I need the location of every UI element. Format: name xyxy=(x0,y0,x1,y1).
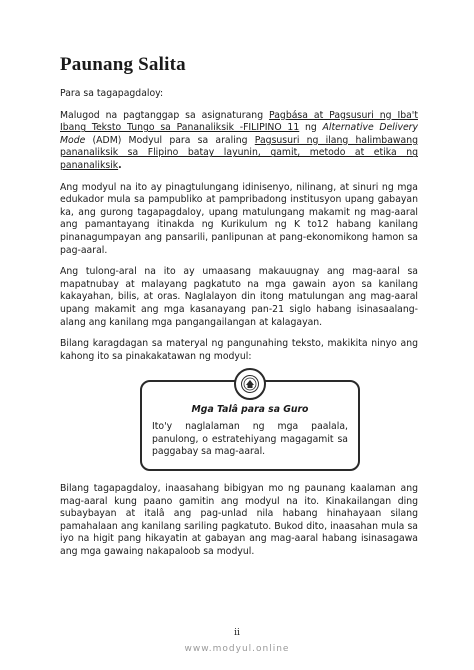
welcome-text-b: ng xyxy=(299,122,323,134)
paragraph-box-intro: Bilang karagdagan sa materyal ng pangunahing teksto, makikita ninyo ang kahong ito sa pinakakatawan ng modyul: xyxy=(60,338,418,362)
paragraph-welcome xyxy=(60,110,418,173)
lesson-title: Pagsusuri ng ilang halimbawang pananaliksik sa Flipino batay layunin, gamit, metodo at etika ng pananaliksik xyxy=(60,134,419,171)
page-title: Paunang Salita xyxy=(60,54,186,75)
paragraph-purpose: Ang tulong-aral na ito ay umaasang makauugnay ang mag-aaral sa mapatnubay at malayang pagkatuto na mga gawain ayon sa kanilang kakayahan, bilis, at oras. Naglalayon din itong matulungan ang mag-aaral upang makamit ang mga kasanayang pan-21 siglo habang isinasaalang-alang ang kanilang mga pangangailangan at kalagayan. xyxy=(60,266,418,328)
note-box-body: Ito'y naglalaman ng mga paalala, panulong, o estratehiyang magagamit sa paggabay sa mag-aaral. xyxy=(152,421,348,458)
watermark: www.modyul.online xyxy=(184,644,290,654)
salutation: Para sa tagapagdaloy: xyxy=(60,88,164,99)
welcome-text-a: Malugod na pagtanggap sa asignaturang xyxy=(60,109,270,121)
paragraph-facilitator: Bilang tagapagdaloy, inaasahang bibigyan mo ng paunang kaalaman ang mag-aaral kung paano gamitin ang modyul na ito. Kinakailangan ding subaybayan at italâ ang pag-unlad nila habang hinahayaan silang pamahalaan ang kanilang sariling pagkatuto. Bukod dito, inaasahan mula sa iyo na higit pang hikayatin at gabayan ang mag-aaral habang isinasagawa ang mga gawaing nakapaloob sa modyul. xyxy=(60,483,418,558)
deped-seal-icon xyxy=(234,368,266,400)
note-box-title: Mga Talâ para sa Guro xyxy=(191,404,309,416)
document-page xyxy=(60,54,418,568)
page-number: ii xyxy=(234,628,240,638)
paragraph-design: Ang modyul na ito ay pinagtulungang idinisenyo, nilinang, at sinuri ng mga edukador mula sa pampubliko at pampribadong institusyon upang gabayan ka, ang gurong tagapagdaloy, upang matulungang makamit ng mag-aaral ang pamantayang itinakda ng Kurikulum ng K to12 habang kanilang pinanagumpayan ang pansarili, panlipunan at pang-ekonomikong hamon sa pag-aaral. xyxy=(60,181,418,256)
subject-title: Pagbása at Pagsusuri ng Iba't Ibang Teksto Tungo sa Pananaliksik -FILIPINO 11 xyxy=(60,109,418,134)
welcome-text-c: (ADM) Modyul para sa araling xyxy=(85,134,255,146)
teacher-notes-box xyxy=(140,380,360,471)
welcome-text-d: . xyxy=(118,159,122,171)
adm-term: Alternative Delivery Mode xyxy=(60,122,418,146)
